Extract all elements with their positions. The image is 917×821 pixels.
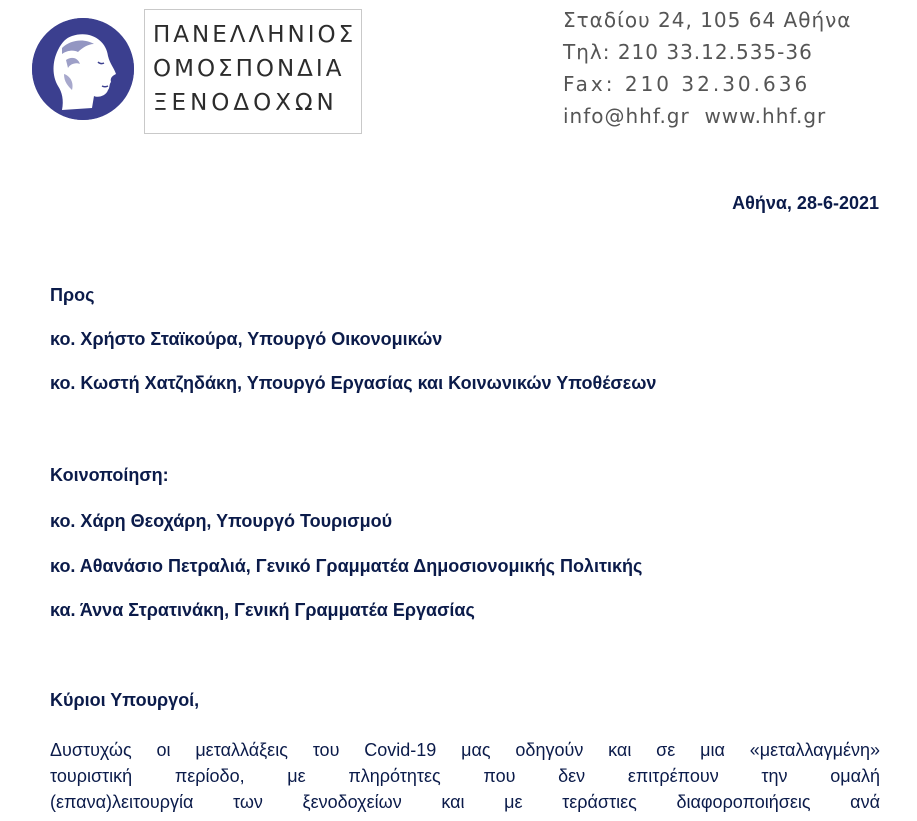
contact-details (563, 4, 863, 132)
recipient-line: κο. Κωστή Χατζηδάκη, Υπουργό Εργασίας και Κοινωνικών Υποθέσεων (50, 373, 657, 393)
org-name-line-1: ΠΑΝΕΛΛΗΝΙΟΣ (153, 22, 357, 48)
recipient-line: κο. Χρήστο Σταϊκούρα, Υπουργό Οικονομικών (50, 329, 443, 349)
cc-line: κο. Αθανάσιο Πετραλιά, Γενικό Γραμματέα Δημοσιονομικής Πολιτικής (50, 556, 643, 576)
letter-date: Αθήνα, 28-6-2021 (732, 193, 879, 213)
org-name-line-2: ΟΜΟΣΠΟΝΔΙΑ (153, 56, 345, 82)
letterhead-logo (26, 9, 364, 136)
organization-name-box (144, 9, 362, 134)
body-line: Δυστυχώς οι μεταλλάξεις του Covid-19 μας οδηγούν και σε μια «μεταλλαγμένη» (50, 740, 880, 760)
org-name-line-3: ΞΕΝΟΔΟΧΩΝ (153, 90, 338, 116)
body-line: (επανα)λειτουργία των ξενοδοχείων και με τεράστιες διαφοροποιήσεις ανά (50, 792, 880, 812)
contact-address: Σταδίου 24, 105 64 Αθήνα (563, 8, 852, 32)
contact-phone: Τηλ: 210 33.12.535-36 (563, 40, 813, 64)
contact-fax: Fax: 210 32.30.636 (563, 72, 811, 96)
letter-body (50, 737, 880, 815)
body-line: τουριστική περίοδο, με πληρότητες που δεν επιτρέπουν την ομαλή (50, 766, 880, 786)
classical-head-profile-icon (32, 18, 134, 120)
salutation: Κύριοι Υπουργοί, (50, 690, 200, 710)
cc-line: κα. Άννα Στρατινάκη, Γενική Γραμματέα Εργασίας (50, 600, 475, 620)
to-label: Προς (50, 285, 95, 305)
cc-label: Κοινοποίηση: (50, 465, 169, 485)
contact-email-web: info@hhf.gr www.hhf.gr (563, 104, 827, 128)
cc-line: κο. Χάρη Θεοχάρη, Υπουργό Τουρισμού (50, 511, 393, 531)
